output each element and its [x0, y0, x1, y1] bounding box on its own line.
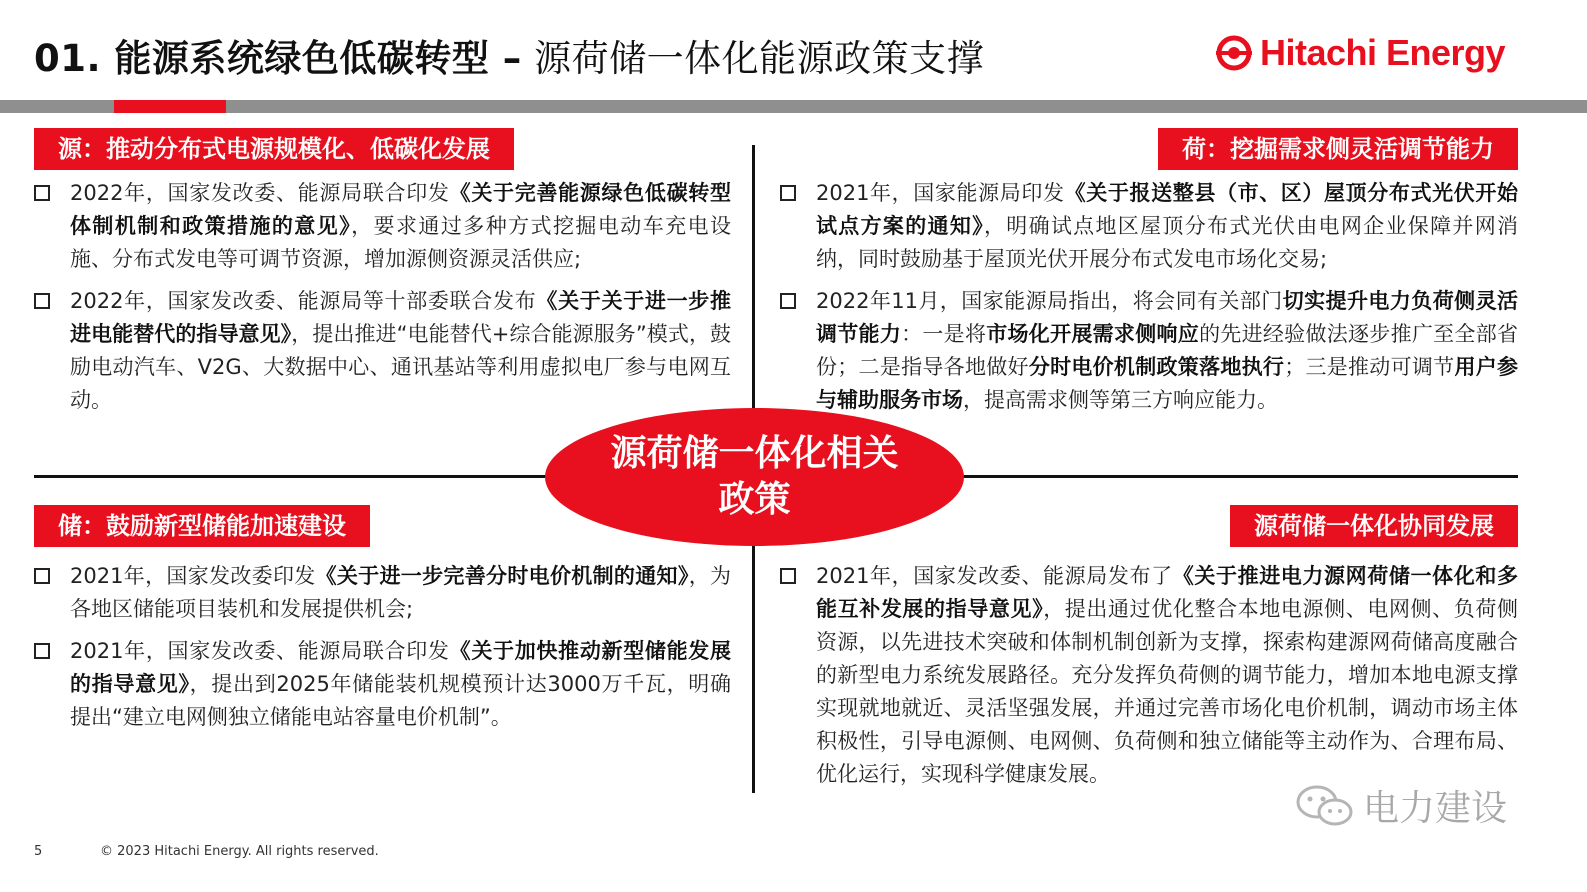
- policy-title: 《关于关于进一步推进电能替代的指导意见》: [70, 289, 731, 346]
- heading-integration: 源荷储一体化协同发展: [1230, 505, 1518, 547]
- policy-title: 《关于推进电力源网荷储一体化和多能互补发展的指导意见》: [816, 564, 1518, 621]
- heading-source: 源：推动分布式电源规模化、低碳化发展: [34, 128, 514, 170]
- center-ellipse: [545, 408, 964, 546]
- emphasis-text: 切实提升电力负荷侧灵活调节能力: [816, 289, 1518, 346]
- policy-title: 《关于加快推动新型储能发展的指导意见》: [70, 639, 732, 696]
- item-text: ：一是将: [901, 322, 987, 346]
- item-text: 2021年，国家能源局印发: [816, 181, 1065, 205]
- list-item: [34, 177, 731, 276]
- checkbox-bullet-icon: [34, 293, 50, 309]
- header-divider: [0, 100, 1587, 113]
- item-text: 2021年，国家发改委印发: [70, 564, 316, 588]
- checkbox-bullet-icon: [34, 568, 50, 584]
- horizontal-divider-left: [34, 475, 554, 478]
- checkbox-bullet-icon: [780, 568, 796, 584]
- policy-title: 《关于完善能源绿色低碳转型体制机制和政策措施的意见》: [70, 181, 732, 238]
- section-load: [780, 177, 1518, 426]
- hitachi-mark-icon: [1214, 33, 1254, 73]
- list-item: [780, 285, 1518, 417]
- item-text: 2022年，国家发改委、能源局联合印发: [70, 181, 450, 205]
- logo-text: Hitachi Energy: [1260, 32, 1506, 73]
- emphasis-text: 分时电价机制政策落地执行: [1028, 355, 1285, 379]
- list-item: [34, 560, 731, 626]
- section-storage: [34, 560, 731, 743]
- heading-load: 荷：挖掘需求侧灵活调节能力: [1158, 128, 1518, 170]
- item-text: ；三是推动可调节: [1284, 355, 1455, 379]
- heading-storage: 储：鼓励新型储能加速建设: [34, 505, 370, 547]
- policy-title: 《关于进一步完善分时电价机制的通知》: [315, 564, 689, 588]
- item-text: 2021年，国家发改委、能源局联合印发: [70, 639, 450, 663]
- center-label: 源荷储一体化相关政策: [610, 433, 899, 520]
- list-item: [34, 285, 731, 417]
- list-item: [34, 635, 731, 734]
- emphasis-text: 市场化开展需求侧响应: [986, 322, 1200, 346]
- checkbox-bullet-icon: [34, 185, 50, 201]
- hitachi-energy-logo: [1214, 32, 1505, 74]
- item-text: ，提高需求侧等第三方响应能力。: [963, 388, 1278, 412]
- list-item: [780, 560, 1518, 791]
- item-text: ，要求通过多种方式挖掘电动车充电设施、分布式发电等可调节资源，增加源侧资源灵活供应;: [70, 214, 732, 271]
- item-text: 2022年，国家发改委、能源局等十部委联合发布: [70, 289, 537, 313]
- item-text: 2022年11月，国家能源局指出，将会同有关部门: [816, 289, 1283, 313]
- policy-title: 《关于报送整县（市、区）屋顶分布式光伏开始试点方案的通知》: [816, 181, 1518, 238]
- item-text: ，为各地区储能项目装机和发展提供机会;: [70, 564, 731, 621]
- item-text: 的先进经验做法逐步推广至全部省份；二是指导各地做好: [816, 322, 1518, 379]
- item-text: 2021年，国家发改委、能源局发布了: [816, 564, 1173, 588]
- copyright: © 2023 Hitachi Energy. All rights reserved.: [100, 844, 379, 859]
- item-text: ，提出通过优化整合本地电源侧、电网侧、负荷侧资源，以先进技术突破和体制机制创新为支撑，探索构建源网荷储高度融合的新型电力系统发展路径。充分发挥负荷侧的调节能力，增加本地电源支撑实现就地就近、灵活坚强发展，并通过完善市场化电价机制，调动市场主体积极性，引导电源侧、电网侧、负荷侧和独立储能等主动作为、合理布局、优化运行，实现科学健康发展。: [816, 597, 1518, 786]
- header-divider-accent: [114, 100, 226, 113]
- checkbox-bullet-icon: [34, 643, 50, 659]
- slide-title: [34, 28, 984, 82]
- horizontal-divider-right: [955, 475, 1518, 478]
- emphasis-text: 用户参与辅助服务市场: [816, 355, 1518, 412]
- watermark-text: 电力建设: [1363, 788, 1508, 829]
- list-item: [780, 177, 1518, 276]
- item-text: ，提出推进“电能替代+综合能源服务”模式，鼓励电动汽车、V2G、大数据中心、通讯基站等利用虚拟电厂参与电网互动。: [70, 322, 732, 412]
- page-number: 5: [34, 844, 43, 859]
- checkbox-bullet-icon: [780, 185, 796, 201]
- section-source: [34, 177, 731, 426]
- section-integration: [780, 560, 1518, 800]
- item-text: ，明确试点地区屋顶分布式光伏由电网企业保障并网消纳，同时鼓励基于屋顶光伏开展分布式发电市场化交易;: [816, 214, 1518, 271]
- title-bold: 01. 能源系统绿色低碳转型 –: [34, 37, 522, 80]
- watermark: [1295, 780, 1507, 831]
- wechat-icon: [1295, 784, 1355, 828]
- item-text: ，提出到2025年储能装机规模预计达3000万千瓦，明确提出“建立电网侧独立储能电站容量电价机制”。: [70, 672, 731, 729]
- title-regular: 源荷储一体化能源政策支撑: [534, 37, 985, 80]
- checkbox-bullet-icon: [780, 293, 796, 309]
